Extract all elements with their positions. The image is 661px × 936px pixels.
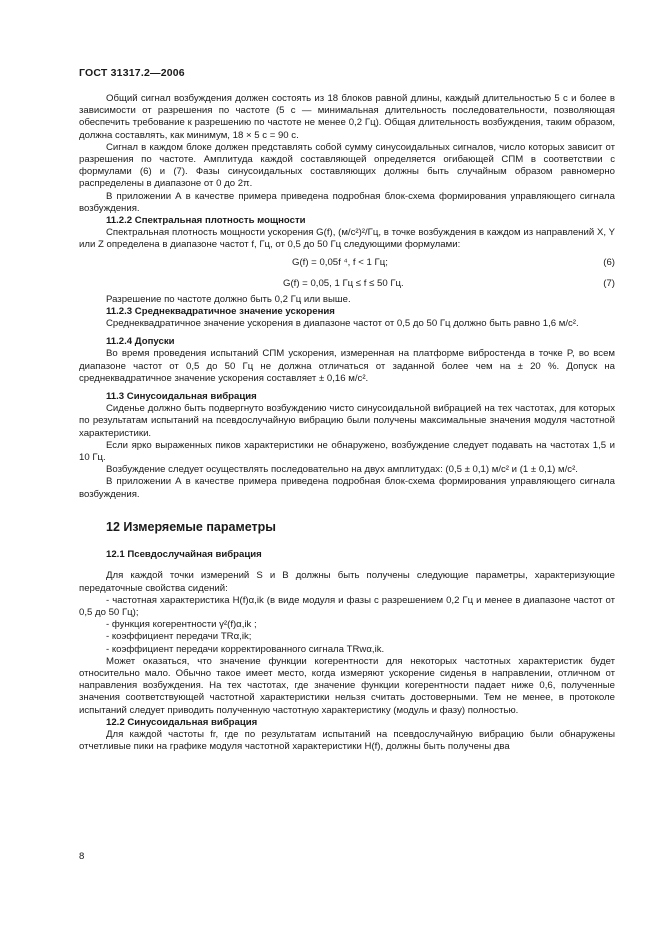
subsection-heading-11-2-3: 11.2.3 Среднеквадратичное значение ускорения	[106, 305, 335, 317]
paragraph: Во время проведения испытаний СПМ ускорения, измеренная на платформе вибростенда в точке P, во всем диапазоне частот от 0,5 до 50 Гц не должна отличаться от заданной более чем на ± 20 %. Допуск на среднеквадратичное значение ускорения составляет ± 0,16 м/с².	[79, 348, 615, 384]
section-heading-12: 12 Измеряемые параметры	[106, 519, 276, 534]
formula-6	[79, 252, 615, 273]
formula-expression: G(f) = 0,05f ⁴, f < 1 Гц;	[292, 256, 388, 268]
list-item: - частотная характеристика H(f)α,ik (в виде модуля и фазы с разрешением 0,2 Гц и менее в диапазоне частот от 0,5 до 50 Гц);	[79, 594, 615, 618]
list-item: - коэффициент передачи корректированного сигнала TRwα,ik.	[106, 643, 385, 655]
subsection-heading-12-2: 12.2 Синусоидальная вибрация	[106, 716, 258, 728]
paragraph: Общий сигнал возбуждения должен состоять из 18 блоков равной длины, каждый длительностью 5 с и более в зависимости от разрешения по частоте (5 с — минимальная длительность последовательности, позволяющая обеспечить требование к разрешению по частоте не менее 0,2 Гц). Общая длительность возбуждения, таким образом, должна составлять, как минимум, 18 × 5 с = 90 с.	[79, 93, 615, 141]
paragraph: Разрешение по частоте должно быть 0,2 Гц или выше.	[106, 293, 351, 305]
paragraph: Спектральная плотность мощности ускорения G(f), (м/с²)²/Гц, в точке возбуждения в каждом из направлений X, Y или Z определена в диапазоне частот f, Гц, от 0,5 до 50 Гц следующими формулами:	[79, 227, 615, 251]
list-item: - коэффициент передачи TRα,ik;	[106, 631, 252, 643]
paragraph: Сиденье должно быть подвергнуто возбуждению чисто синусоидальной вибрацией на тех частотах, для которых по результатам испытаний на псевдослучайную вибрацию были получены максимальные значения модуля частотной характеристики.	[79, 403, 615, 439]
paragraph: Может оказаться, что значение функции когерентности для некоторых частотных характеристик будет относительно мало. Обычно такое имеет место, когда измеряют ускорение сиденья в направлении, отличном от направления возбуждения. На тех частотах, где значение функции когерентности падает ниже 0,6, полученные значения соответствующей частотной характеристики нельзя считать достоверными. Тем не менее, в протоколе испытаний следует приводить полученную частотную характеристику (модуль и фазу) полностью.	[79, 655, 615, 716]
formula-number: (6)	[603, 256, 615, 268]
paragraph: Если ярко выраженных пиков характеристики не обнаружено, возбуждение следует подавать на частотах 1,5 и 10 Гц.	[79, 439, 615, 464]
paragraph: Для каждой точки измерений S и B должны быть получены следующие параметры, характеризующие передаточные свойства сидений:	[79, 570, 615, 594]
paragraph: В приложении А в качестве примера приведена подробная блок-схема формирования управляющего сигнала возбуждения.	[79, 476, 615, 500]
subsection-heading-11-2-4: 11.2.4 Допуски	[106, 336, 175, 348]
list-item: - функция когерентности γ²(f)α,ik ;	[106, 619, 257, 631]
formula-number: (7)	[603, 277, 615, 289]
formula-expression: G(f) = 0,05, 1 Гц ≤ f ≤ 50 Гц.	[283, 277, 404, 289]
formula-7	[79, 273, 615, 294]
paragraph: Возбуждение следует осуществлять последовательно на двух амплитудах: (0,5 ± 0,1) м/с² и (1 ± 0,1) м/с².	[106, 464, 578, 476]
subsection-heading-11-3: 11.3 Синусоидальная вибрация	[106, 391, 257, 403]
subsection-heading-11-2-2: 11.2.2 Спектральная плотность мощности	[106, 215, 306, 227]
paragraph: Для каждой частоты fr, где по результатам испытаний на псевдослучайную вибрацию были обнаружены отчетливые пики на графике модуля частотной характеристики H(f), должны быть получены два	[79, 728, 615, 753]
paragraph: Среднеквадратичное значение ускорения в диапазоне частот от 0,5 до 50 Гц должно быть равно 1,6 м/с².	[106, 318, 579, 330]
page-number: 8	[79, 851, 85, 862]
subsection-heading-12-1: 12.1 Псевдослучайная вибрация	[106, 549, 262, 561]
paragraph: Сигнал в каждом блоке должен представлять собой сумму синусоидальных сигналов, число которых зависит от разрешения по частоте. Амплитуда каждой составляющей определяется огибающей СПМ в соответствии с формулами (6) и (7). Фазы синусоидальных составляющих должны быть случайным образом равномерно распределены в диапазоне от 0 до 2π.	[79, 141, 615, 190]
document-body	[79, 93, 615, 753]
paragraph: В приложении А в качестве примера приведена подробная блок-схема формирования управляющего сигнала возбуждения.	[79, 190, 615, 214]
document-header: ГОСТ 31317.2—2006	[79, 67, 185, 79]
